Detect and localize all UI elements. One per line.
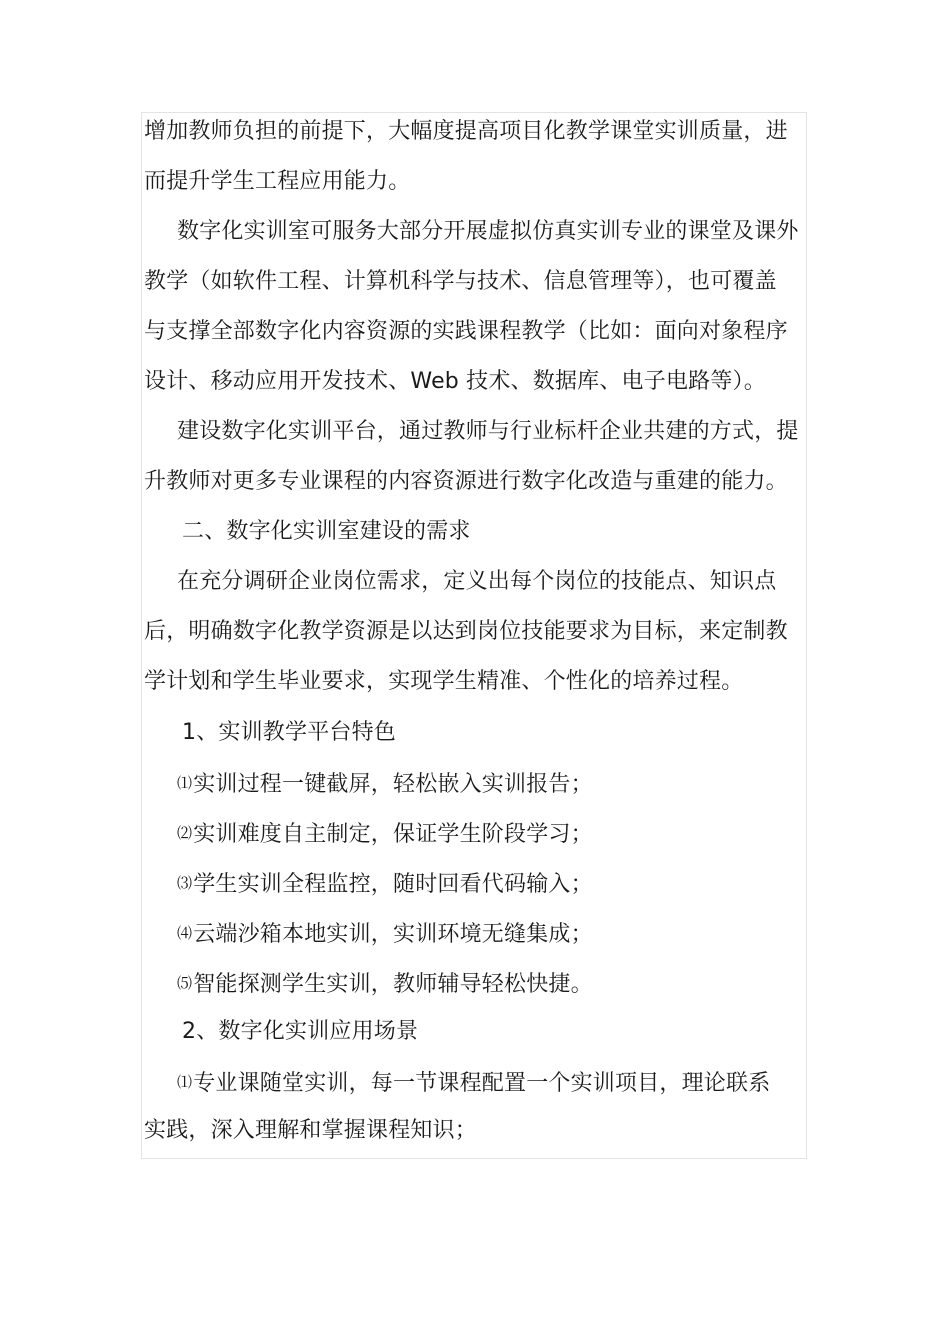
paragraph-line: 学计划和学生毕业要求，实现学生精准、个性化的培养过程。 [144,669,744,694]
list-item-marker: ⑷ [177,924,193,942]
paragraph-line: 升教师对更多专业课程的内容资源进行数字化改造与重建的能力。 [144,469,788,494]
paragraph-line: 增加教师负担的前提下，大幅度提高项目化教学课堂实训质量，进 [144,119,788,144]
list-item-text: 学生实训全程监控，随时回看代码输入； [193,872,593,897]
paragraph-line: 在充分调研企业岗位需求，定义出每个岗位的技能点、知识点 [177,569,777,594]
list-item [177,768,593,798]
list-item-text: 智能探测学生实训，教师辅导轻松快捷。 [193,972,593,997]
paragraph-line: 后，明确数字化教学资源是以达到岗位技能要求为目标，来定制教 [144,619,788,644]
list-item [177,918,593,948]
list-item-text: 实训难度自主制定，保证学生阶段学习； [193,822,593,847]
list-item-marker: ⑴ [177,774,193,792]
section-heading: 二、数字化实训室建设的需求 [182,519,471,544]
list-item-text: 专业课随堂实训，每一节课程配置一个实训项目，理论联系 [193,1071,771,1096]
subsection-heading: 2、数字化实训应用场景 [182,1019,419,1044]
list-item-marker: ⑴ [177,1073,193,1091]
list-item-continuation: 实践，深入理解和掌握课程知识； [144,1118,478,1143]
paragraph-line: 教学（如软件工程、计算机科学与技术、信息管理等），也可覆盖 [144,269,777,294]
paragraph-line: 设计、移动应用开发技术、Web 技术、数据库、电子电路等）。 [144,369,766,394]
list-item-marker: ⑶ [177,874,193,892]
list-item-text: 云端沙箱本地实训，实训环境无缝集成； [193,922,593,947]
list-item [177,868,593,898]
list-item-marker: ⑸ [177,974,193,992]
list-item [177,1067,770,1097]
list-item-marker: ⑵ [177,824,193,842]
list-item [177,968,593,998]
paragraph-line: 建设数字化实训平台，通过教师与行业标杆企业共建的方式，提 [177,419,799,444]
paragraph-line: 与支撑全部数字化内容资源的实践课程教学（比如：面向对象程序 [144,319,788,344]
list-item-text: 实训过程一键截屏，轻松嵌入实训报告； [193,772,593,797]
paragraph-line: 数字化实训室可服务大部分开展虚拟仿真实训专业的课堂及课外 [177,219,799,244]
subsection-heading: 1、实训教学平台特色 [182,720,396,745]
paragraph-line: 而提升学生工程应用能力。 [144,169,411,194]
list-item [177,818,593,848]
